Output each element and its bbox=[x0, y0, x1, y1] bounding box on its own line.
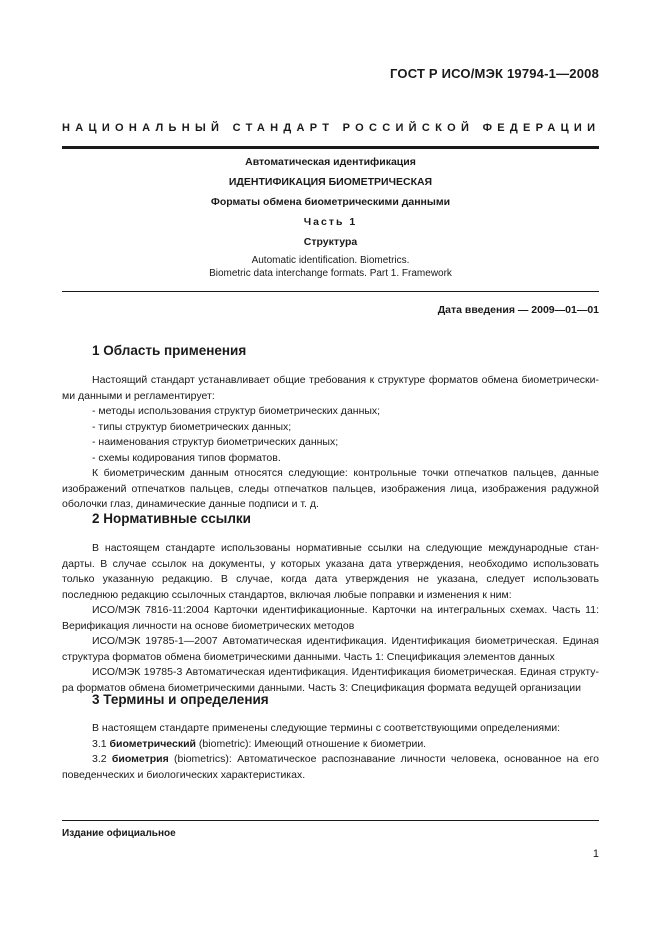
title-line-2: ИДЕНТИФИКАЦИЯ БИОМЕТРИЧЕСКАЯ bbox=[228, 176, 433, 188]
section-1-paragraph-2: К биометрическим данным относятся следующие: контрольные точки отпечатков пальцев, данные изображений отпечатков пальцев, следы отпечатков пальцев, изображения лица, изображения радужной оболочки глаз, динамические данные подписи и т. д. bbox=[62, 467, 599, 510]
term-name: биометрический bbox=[109, 737, 197, 750]
reference-item: ИСО/МЭК 7816-11:2004 Карточки идентификационные. Карточки на интегральных схемах. Часть 11: Верификация личности на основе биометрических методов bbox=[62, 604, 599, 632]
section-2-paragraph: В настоящем стандарте использованы нормативные ссылки на следующие международные стан-дарты. В случае ссылок на документы, у которых указана дата утверждения, необходимо использовать только указанную редакцию. В случае, когда дата утверждения не указана, следует использовать последнюю редакцию ссылочных стандартов, включая любые поправки и изменения к ним: bbox=[62, 542, 599, 601]
term-definition-text: (biometric): Имеющий отношение к биометрии. bbox=[196, 737, 427, 750]
section-3-body bbox=[62, 721, 599, 783]
section-2-body bbox=[62, 541, 599, 696]
title-rule bbox=[62, 291, 599, 292]
title-english-2: Biometric data interchange formats. Part 1. Framework bbox=[209, 268, 452, 279]
document-code: ГОСТ Р ИСО/МЭК 19794-1—2008 bbox=[390, 66, 599, 81]
section-2-heading: 2 Нормативные ссылки bbox=[92, 511, 251, 526]
page-number: 1 bbox=[592, 848, 599, 860]
section-3-heading: 3 Термины и определения bbox=[92, 692, 269, 707]
title-line-1: Автоматическая идентификация bbox=[245, 156, 416, 168]
term-number: 3.2 bbox=[92, 753, 112, 765]
list-item: - методы использования структур биометрических данных; bbox=[92, 405, 381, 417]
national-standard-banner: НАЦИОНАЛЬНЫЙ СТАНДАРТ РОССИЙСКОЙ ФЕДЕРАЦИИ bbox=[62, 122, 601, 134]
list-item: - типы структур биометрических данных; bbox=[92, 420, 292, 433]
title-line-3: Форматы обмена биометрическими данными bbox=[210, 196, 451, 208]
list-item: - наименования структур биометрических данных; bbox=[92, 436, 339, 448]
section-1-heading: 1 Область применения bbox=[92, 343, 247, 358]
title-part-name: Структура bbox=[303, 236, 358, 248]
term-definition-1 bbox=[62, 737, 599, 753]
footer-rule bbox=[62, 820, 599, 821]
reference-item: ИСО/МЭК 19785-3 Автоматическая идентификация. Идентификация биометрическая. Единая структу-ра форматов обмена биометрическими данными. Часть 3: Спецификация формата ведущей организации bbox=[62, 666, 599, 694]
term-number: 3.1 bbox=[92, 737, 110, 750]
header-rule bbox=[62, 146, 599, 149]
date-introduced: Дата введения — 2009—01—01 bbox=[437, 304, 599, 316]
section-3-paragraph: В настоящем стандарте применены следующие термины с соответствующими определениями: bbox=[92, 722, 561, 734]
section-1-paragraph: Настоящий стандарт устанавливает общие требования к структуре форматов обмена биометрически-ми данными и регламентирует: bbox=[62, 374, 599, 402]
list-item: - схемы кодирования типов форматов. bbox=[92, 451, 281, 464]
title-part: Часть 1 bbox=[303, 216, 358, 228]
edition-label: Издание официальное bbox=[62, 828, 176, 839]
term-definition-2 bbox=[62, 752, 599, 783]
term-definition-text: (biometrics): Автоматическое распознавание личности человека, основанное на его поведенческих и биологических характеристиках. bbox=[62, 753, 599, 781]
section-1-body bbox=[62, 373, 599, 513]
reference-item: ИСО/МЭК 19785-1—2007 Автоматическая идентификация. Идентификация биометрическая. Единая структура форматов обмена биометрическими данными. Часть 1: Спецификация элементов данных bbox=[62, 635, 599, 663]
title-english-1: Automatic identification. Biometrics. bbox=[251, 255, 410, 266]
term-name: биометрия bbox=[111, 753, 169, 765]
